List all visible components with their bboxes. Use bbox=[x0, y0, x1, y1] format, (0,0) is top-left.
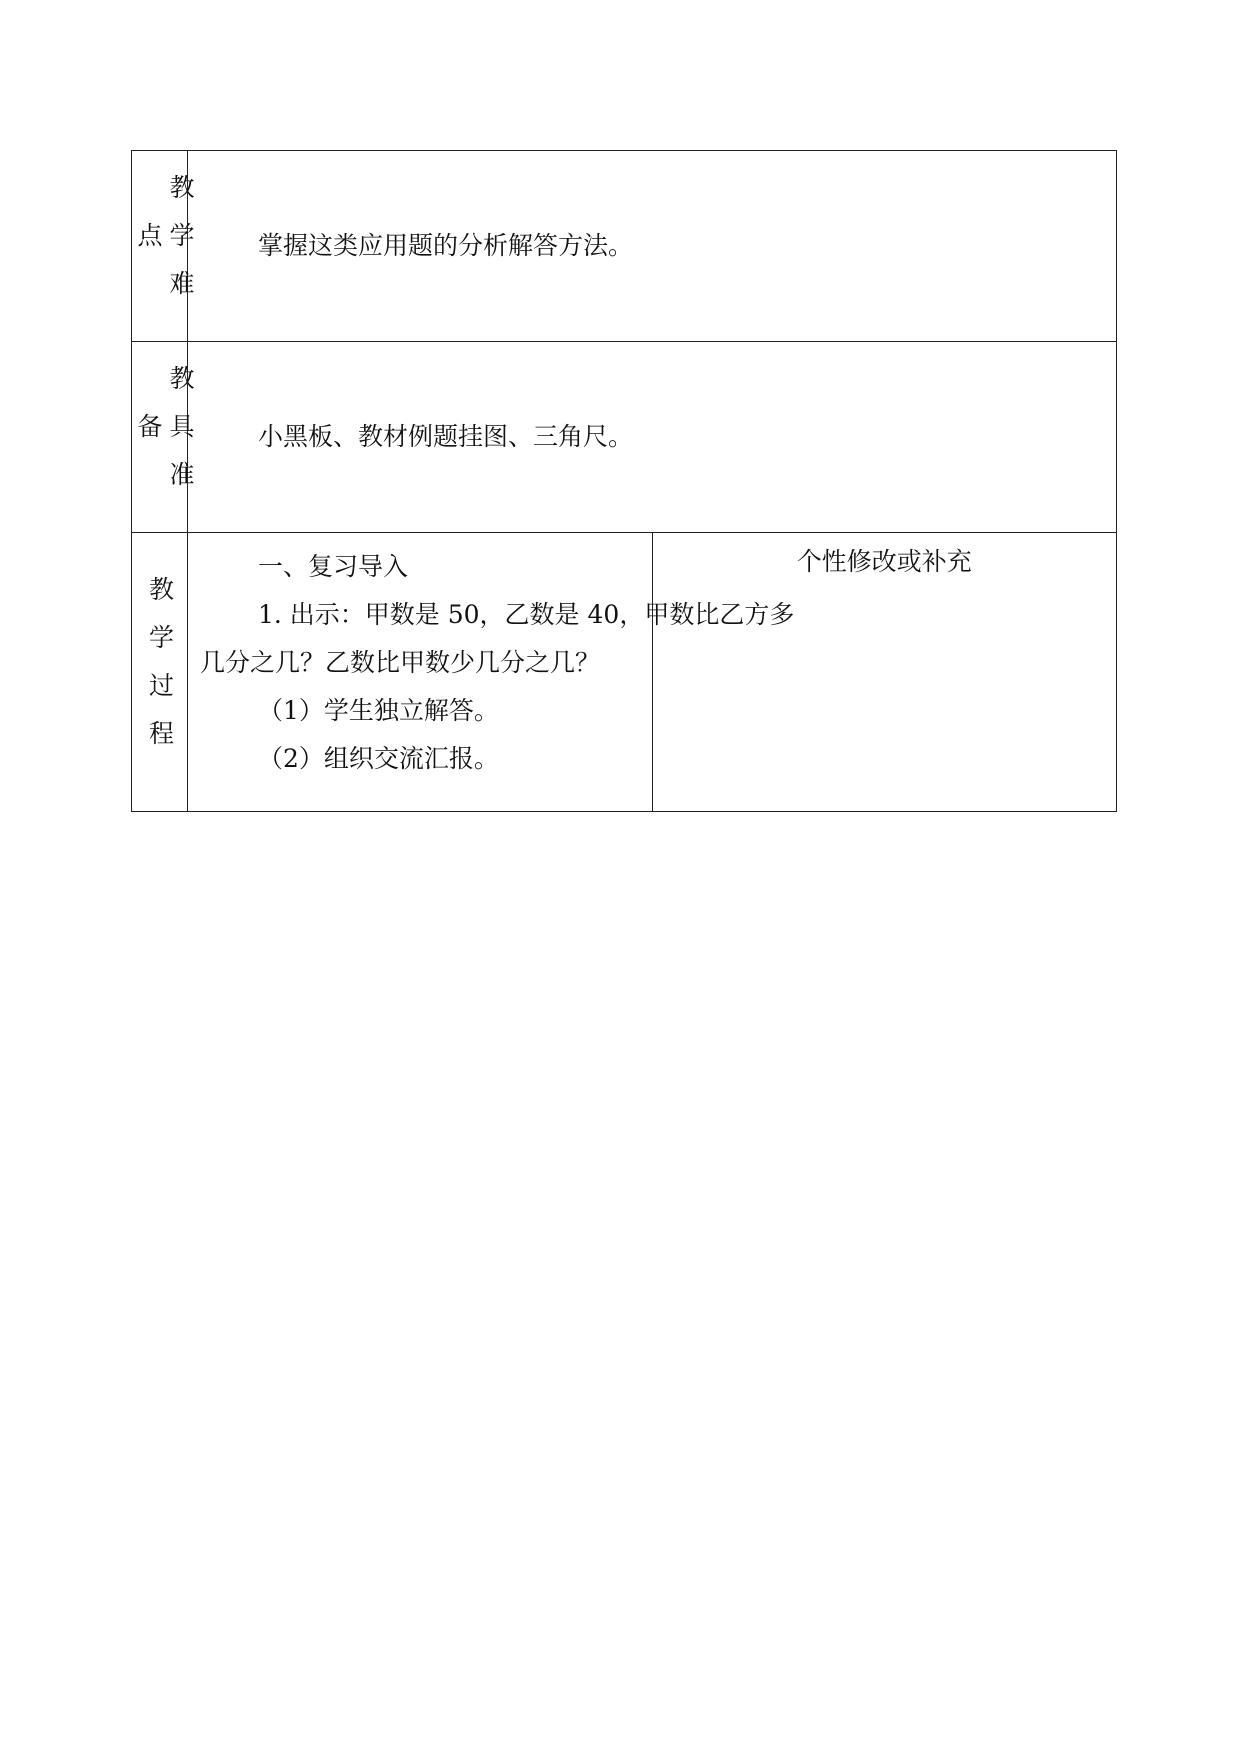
process-lines bbox=[188, 533, 795, 783]
label-cell-process bbox=[132, 533, 188, 812]
notes-header: 个性修改或补充 bbox=[796, 547, 972, 576]
process-line: （1）学生独立解答。 bbox=[258, 696, 499, 725]
process-content-cell bbox=[188, 533, 795, 812]
table-row-process bbox=[132, 533, 1117, 812]
process-line: 几分之几？乙数比甲数少几分之几？ bbox=[200, 648, 601, 677]
tools-content: 小黑板、教材例题挂图、三角尺。 bbox=[258, 422, 634, 451]
table-row-tools bbox=[132, 342, 1117, 533]
tools-content-cell bbox=[188, 342, 1117, 533]
process-line: 一、复习导入 bbox=[258, 552, 409, 581]
process-line: 1. 出示：甲数是 50，乙数是 40，甲数比乙方多 bbox=[258, 600, 795, 629]
difficulty-content-cell bbox=[188, 151, 1117, 342]
difficulty-label: 教学难点 bbox=[134, 174, 195, 318]
difficulty-content: 掌握这类应用题的分析解答方法。 bbox=[258, 231, 634, 260]
lesson-plan-table bbox=[131, 150, 1117, 812]
label-cell-difficulty bbox=[132, 151, 195, 342]
table-row-difficulty bbox=[132, 151, 1117, 342]
process-line: （2）组织交流汇报。 bbox=[258, 744, 499, 773]
label-cell-tools bbox=[132, 342, 195, 533]
process-label: 教学过程 bbox=[145, 576, 175, 768]
notes-cell bbox=[652, 533, 1117, 812]
tools-label: 教具准备 bbox=[134, 365, 195, 509]
